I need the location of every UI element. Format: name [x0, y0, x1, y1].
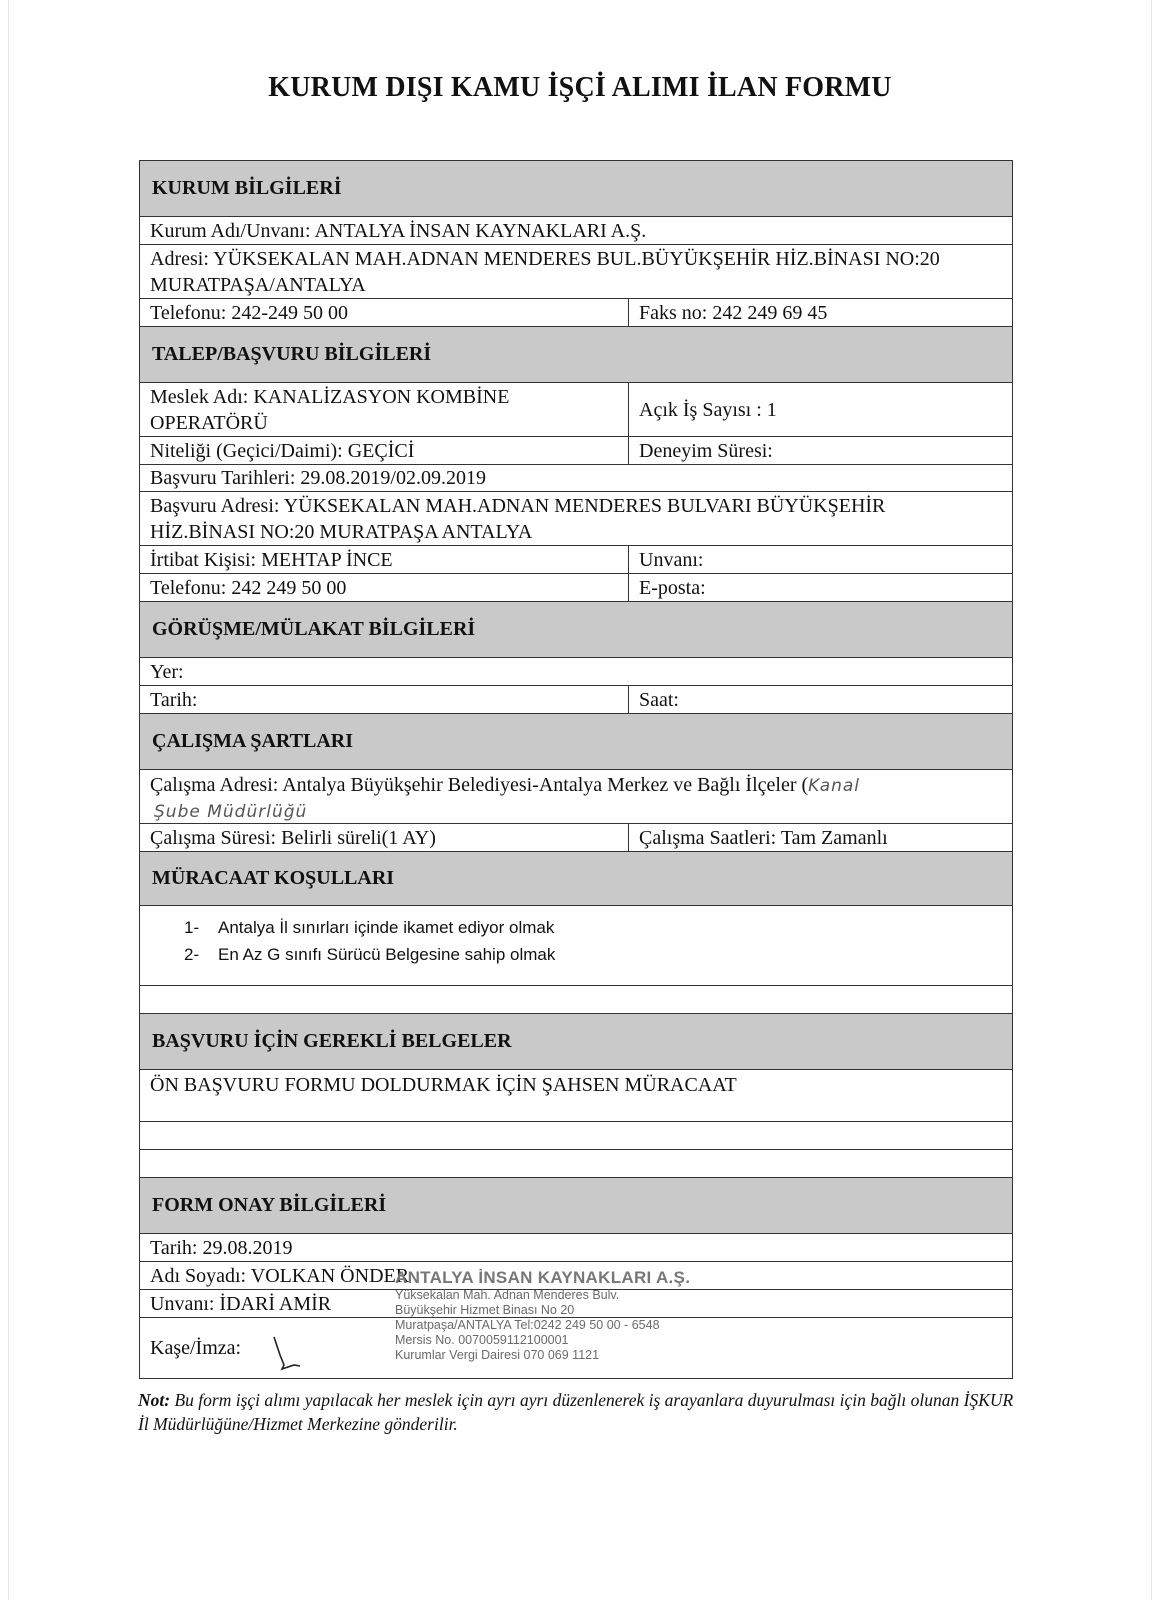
onay-tarih: Tarih: 29.08.2019 — [140, 1234, 1012, 1262]
stamp-line-2: Yüksekalan Mah. Adnan Menderes Bulv. — [395, 1288, 620, 1302]
meslek-adi-line1: Meslek Adı: KANALİZASYON KOMBİNE — [150, 386, 510, 408]
stamp-line-4: Muratpaşa/ANTALYA Tel:0242 249 50 00 - 6548 — [395, 1318, 660, 1332]
stamp-line-3: Büyükşehir Hizmet Binası No 20 — [395, 1303, 575, 1317]
kurum-faks: Faks no: 242 249 69 45 — [639, 301, 828, 324]
onay-kase-imza: Kaşe/İmza: — [150, 1337, 242, 1359]
calisma-suresi: Çalışma Süresi: Belirli süreli(1 AY) — [140, 824, 629, 851]
calisma-adresi-line1 — [150, 772, 1002, 799]
basvuru-adresi-line1: Başvuru Adresi: YÜKSEKALAN MAH.ADNAN MENDERES BULVARI BÜYÜKŞEHİR — [150, 495, 886, 517]
calisma-adresi — [140, 770, 1012, 824]
muracaat-item: 1- Antalya İl sınırları içinde ikamet ediyor olmak — [184, 918, 555, 937]
talep-telefon: Telefonu: 242 249 50 00 — [140, 574, 629, 601]
basvuru-adresi — [140, 492, 1012, 546]
belgeler-empty-row-1 — [140, 1122, 1012, 1150]
muracaat-item: 2- En Az G sınıfı Sürücü Belgesine sahip olmak — [184, 945, 556, 964]
talep-telefon-row — [140, 574, 1012, 602]
kurum-adres-line2: MURATPAŞA/ANTALYA — [150, 274, 366, 296]
irtibat-row — [140, 546, 1012, 574]
irtibat-kisisi: İrtibat Kişisi: MEHTAP İNCE — [140, 546, 629, 573]
calisma-saatleri: Çalışma Saatleri: Tam Zamanlı — [639, 826, 888, 849]
handwritten-note-2: Şube Müdürlüğü — [154, 802, 308, 822]
talep-meslek-row — [140, 383, 1012, 437]
acik-is-sayisi: Açık İş Sayısı : 1 — [639, 398, 777, 421]
company-stamp — [395, 1268, 695, 1363]
belgeler-empty-row-2 — [140, 1150, 1012, 1178]
section-header-calisma: ÇALIŞMA ŞARTLARI — [140, 714, 1012, 770]
stamp-line-1: ANTALYA İNSAN KAYNAKLARI A.Ş. — [395, 1268, 691, 1287]
section-header-kurum: KURUM BİLGİLERİ — [140, 161, 1012, 217]
onay-unvan: Unvanı: İDARİ AMİR — [140, 1290, 1012, 1318]
section-header-onay: FORM ONAY BİLGİLERİ — [140, 1178, 1012, 1234]
calisma-adresi-text: Çalışma Adresi: Antalya Büyükşehir Belediyesi-Antalya Merkez ve Bağlı İlçeler ( — [150, 774, 809, 796]
basvuru-adresi-line2: HİZ.BİNASI NO:20 MURATPAŞA ANTALYA — [150, 521, 533, 543]
gorusme-saat: Saat: — [639, 688, 679, 711]
kurum-adres-line1: Adresi: YÜKSEKALAN MAH.ADNAN MENDERES BUL.BÜYÜKŞEHİR HİZ.BİNASI NO:20 — [150, 248, 940, 270]
section-header-belgeler: BAŞVURU İÇİN GEREKLİ BELGELER — [140, 1014, 1012, 1070]
muracaat-list — [140, 906, 1012, 986]
kurum-telefon: Telefonu: 242-249 50 00 — [140, 299, 629, 326]
muracaat-empty-row — [140, 986, 1012, 1014]
stamp-line-6: Kurumlar Vergi Dairesi 070 069 1121 — [395, 1348, 600, 1362]
signature-mark — [270, 1335, 310, 1375]
handwritten-note-1: Kanal — [808, 776, 861, 796]
gorusme-tarih: Tarih: — [140, 686, 629, 713]
gerekli-belgeler: ÖN BAŞVURU FORMU DOLDURMAK İÇİN ŞAHSEN MÜRACAAT — [140, 1070, 1012, 1122]
note-text: Bu form işçi alımı yapılacak her meslek için ayrı ayrı düzenlenerek iş arayanlara duyurulması için bağlı olunan İŞKUR İl Müdürlüğüne/Hizmet Merkezine gönderilir. — [138, 1390, 1014, 1434]
basvuru-tarihleri: Başvuru Tarihleri: 29.08.2019/02.09.2019 — [140, 465, 1012, 492]
gorusme-tarih-row — [140, 686, 1012, 714]
nitelik: Niteliği (Geçici/Daimi): GEÇİCİ — [140, 437, 629, 464]
kurum-adi: Kurum Adı/Unvanı: ANTALYA İNSAN KAYNAKLARI A.Ş. — [140, 217, 1012, 245]
stamp-line-5: Mersis No. 0070059112100001 — [395, 1333, 569, 1347]
section-header-talep: TALEP/BAŞVURU BİLGİLERİ — [140, 327, 1012, 383]
calisma-sure-row — [140, 824, 1012, 852]
meslek-adi-line2: OPERATÖRÜ — [150, 412, 268, 434]
talep-nitelik-row — [140, 437, 1012, 465]
form-title: KURUM DIŞI KAMU İŞÇİ ALIMI İLAN FORMU — [268, 72, 892, 103]
footer-note — [138, 1388, 1018, 1436]
kurum-iletisim-row — [140, 299, 1012, 327]
talep-eposta: E-posta: — [639, 576, 706, 599]
section-header-muracaat: MÜRACAAT KOŞULLARI — [140, 852, 1012, 906]
section-header-gorusme: GÖRÜŞME/MÜLAKAT BİLGİLERİ — [140, 602, 1012, 658]
meslek-adi — [140, 383, 629, 436]
form-table — [139, 160, 1013, 1379]
onay-adi-soyadi: Adı Soyadı: VOLKAN ÖNDER — [140, 1262, 1012, 1290]
note-label: Not: — [138, 1390, 171, 1410]
kurum-adres — [140, 245, 1012, 299]
irtibat-unvan: Unvanı: — [639, 548, 704, 571]
gorusme-yer: Yer: — [140, 658, 1012, 686]
deneyim-suresi: Deneyim Süresi: — [639, 439, 773, 462]
